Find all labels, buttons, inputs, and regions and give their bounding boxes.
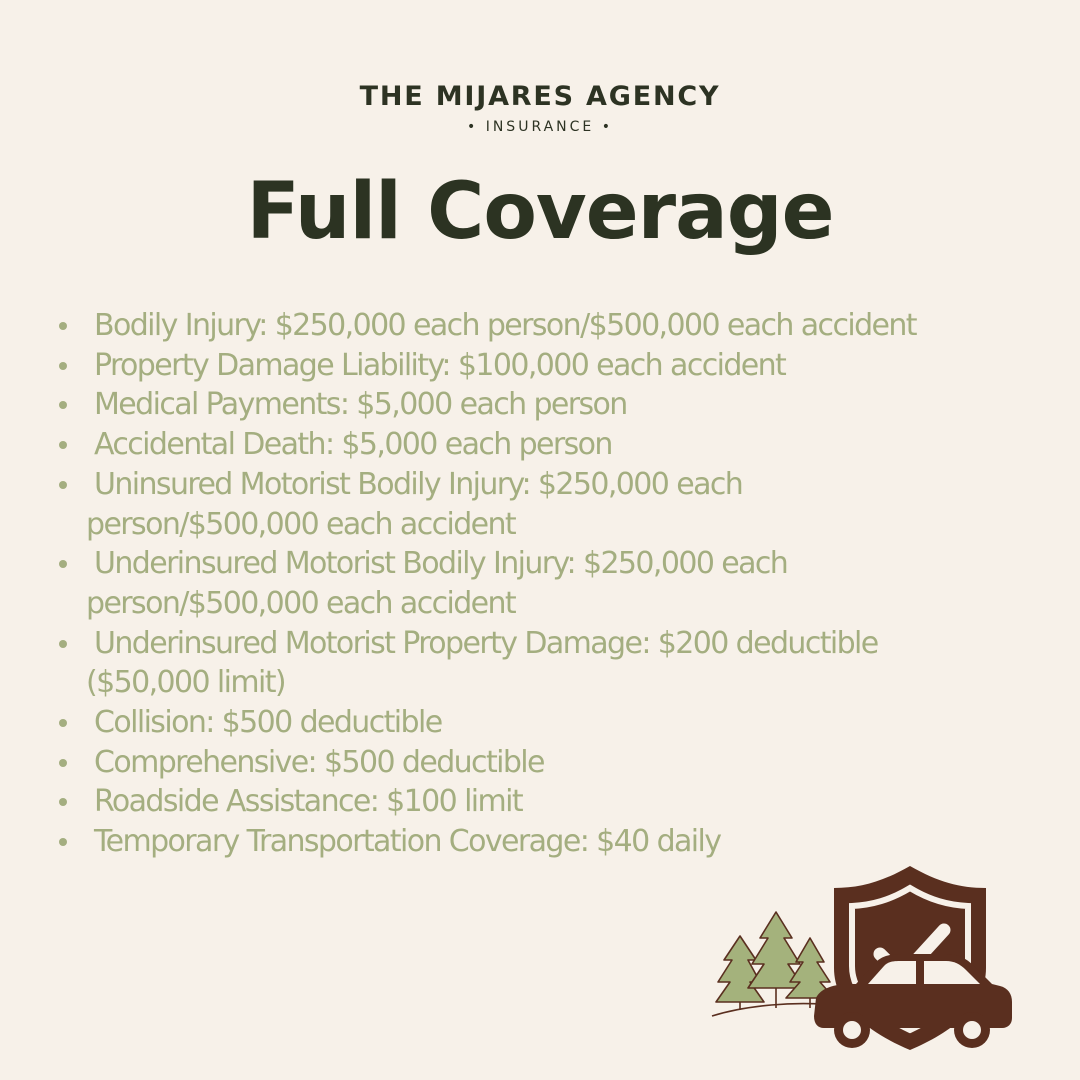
coverage-item: [56, 465, 1036, 544]
bullet-dot-icon: [59, 362, 67, 370]
coverage-item: [56, 306, 1036, 346]
coverage-item-text: Property Damage Liability: $100,000 each accident: [94, 347, 786, 383]
coverage-item: [56, 385, 1036, 425]
bullet-dot-icon: [59, 798, 67, 806]
bullet-dot-icon: [59, 322, 67, 330]
coverage-item: [56, 822, 1036, 862]
coverage-item-text: Collision: $500 deductible: [94, 705, 442, 741]
bullet-dot-icon: [59, 481, 67, 489]
page-title: Full Coverage: [246, 167, 834, 257]
bullet-dot-icon: [59, 719, 67, 727]
coverage-item: [56, 703, 1036, 743]
agency-name: THE MIJARES AGENCY: [359, 81, 721, 112]
coverage-item-text: person/$500,000 each accident: [86, 506, 516, 542]
bullet-dot-icon: [59, 838, 67, 846]
coverage-item-text: person/$500,000 each accident: [86, 585, 516, 621]
coverage-item-text: Comprehensive: $500 deductible: [94, 744, 544, 780]
illustration: [704, 858, 1016, 1068]
bullet-dot-icon: [59, 759, 67, 767]
coverage-item-text: ($50,000 limit): [86, 665, 285, 701]
bullet-dot-icon: [59, 560, 67, 568]
bullet-dot-icon: [59, 640, 67, 648]
coverage-item: [56, 743, 1036, 783]
coverage-item: [56, 425, 1036, 465]
coverage-item: [56, 782, 1036, 822]
coverage-item-text: Uninsured Motorist Bodily Injury: $250,000 each: [94, 466, 743, 502]
agency-logo: [0, 80, 1080, 137]
coverage-list: [56, 306, 1036, 862]
coverage-item: [56, 624, 1036, 703]
bullet-dot-icon: [59, 441, 67, 449]
coverage-item-text: Accidental Death: $5,000 each person: [94, 427, 612, 463]
coverage-item: [56, 544, 1036, 623]
coverage-item-text: Temporary Transportation Coverage: $40 daily: [94, 824, 721, 860]
agency-tagline: • INSURANCE •: [467, 119, 613, 135]
coverage-item-text: Bodily Injury: $250,000 each person/$500,000 each accident: [94, 308, 916, 343]
bullet-dot-icon: [59, 401, 67, 409]
coverage-item-text: Roadside Assistance: $100 limit: [94, 784, 523, 820]
coverage-item: [56, 346, 1036, 386]
coverage-item-text: Medical Payments: $5,000 each person: [94, 387, 627, 423]
coverage-item-text: Underinsured Motorist Bodily Injury: $250,000 each: [94, 546, 788, 582]
coverage-item-text: Underinsured Motorist Property Damage: $200 deductible: [94, 625, 878, 661]
